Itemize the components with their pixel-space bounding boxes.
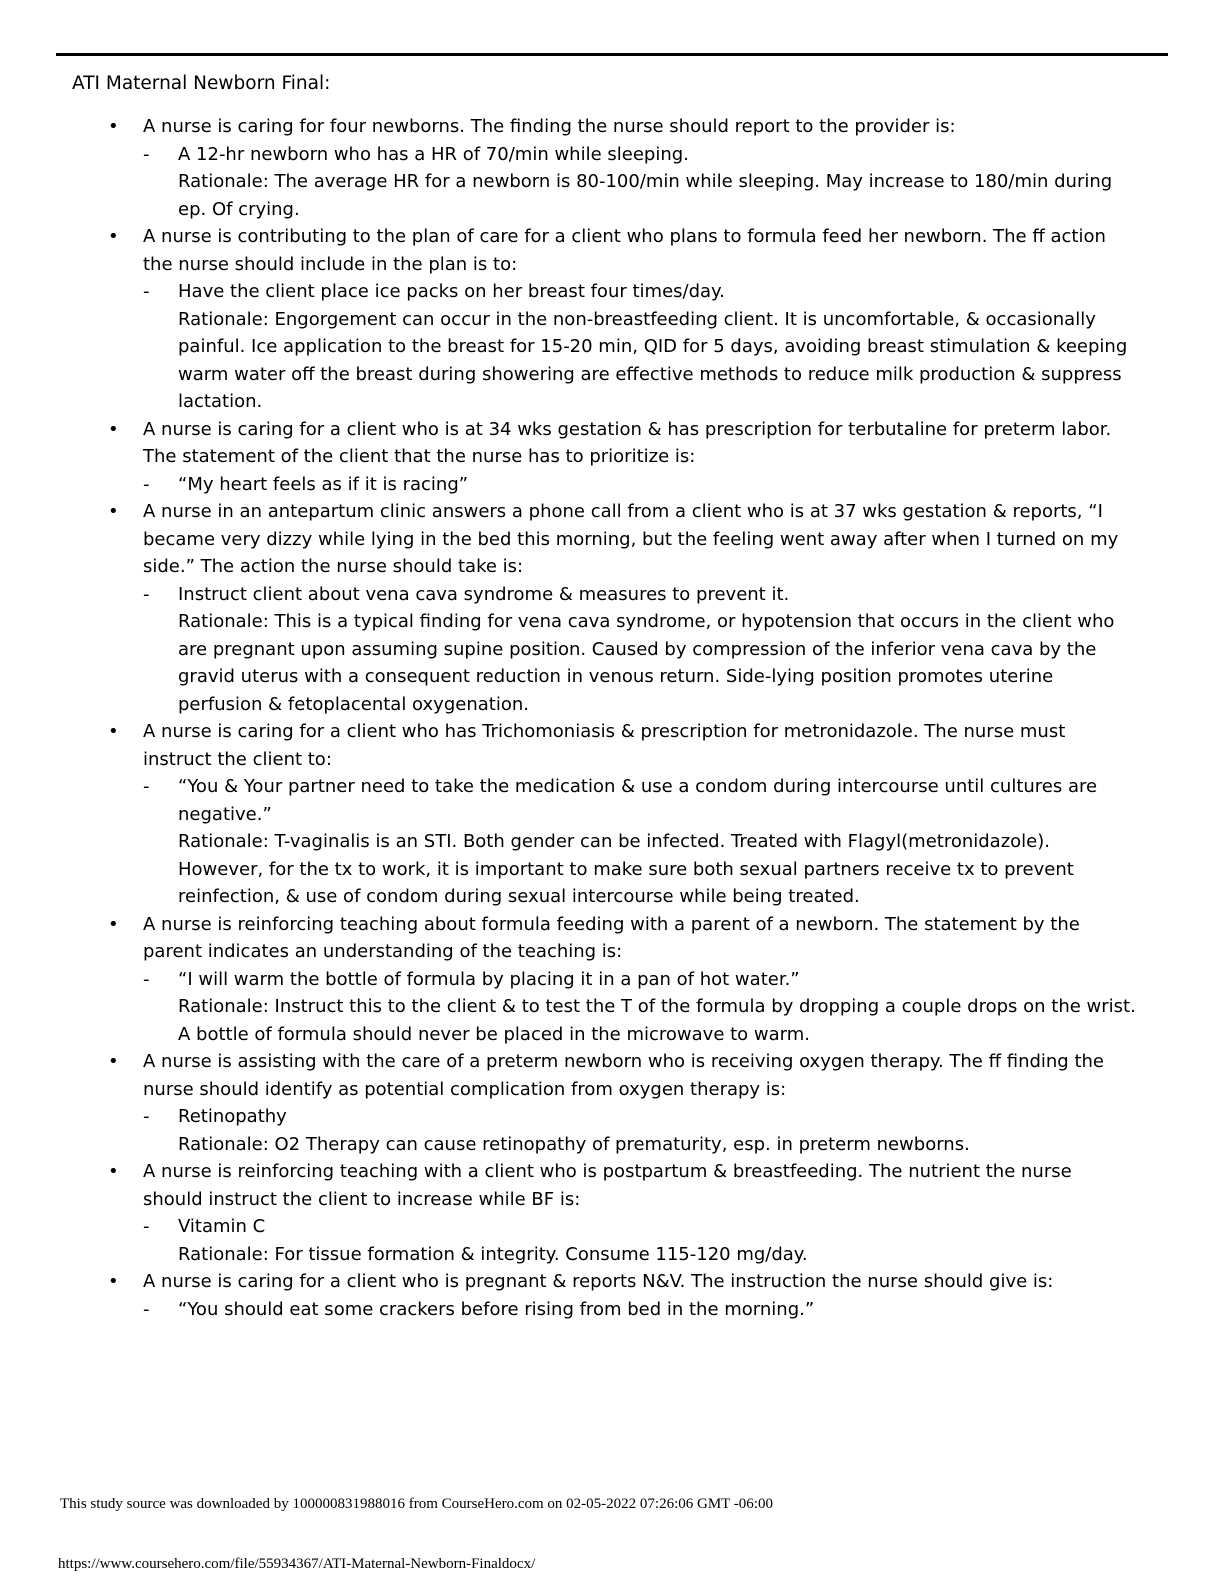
question-item bbox=[108, 498, 1136, 718]
rationale-text: Rationale: Engorgement can occur in the non-breastfeeding client. It is uncomfortable, & occasionally painful. Ice application to the breast for 15-20 min, QID for 5 days, avoiding breast stimulation & keeping warm water off the breast during showering are effective methods to reduce milk production & suppress lactation. bbox=[178, 308, 1128, 412]
answer-item bbox=[143, 1213, 1136, 1268]
dash-icon: - bbox=[143, 1216, 150, 1237]
dash-icon: - bbox=[143, 776, 150, 797]
answer-item bbox=[143, 1103, 1136, 1158]
answer-item bbox=[143, 471, 1136, 499]
answer-text: Retinopathy bbox=[178, 1106, 287, 1127]
answer-text: Instruct client about vena cava syndrome & measures to prevent it. bbox=[178, 583, 790, 605]
question-text: A nurse is reinforcing teaching about formula feeding with a parent of a newborn. The statement by the parent indicates an understanding of the teaching is: bbox=[143, 913, 1080, 962]
question-text: A nurse is caring for four newborns. The finding the nurse should report to the provider is: bbox=[143, 116, 956, 137]
answer-text: A 12-hr newborn who has a HR of 70/min while sleeping. bbox=[178, 143, 689, 165]
bullet-icon: • bbox=[108, 1271, 119, 1292]
answer-text: “You should eat some crackers before rising from bed in the morning.” bbox=[178, 1298, 815, 1320]
answer-item bbox=[143, 966, 1136, 1049]
question-text: A nurse in an antepartum clinic answers a phone call from a client who is at 37 wks gestation & reports, “I became very dizzy while lying in the bed this morning, but the feeling went away after when I turned on my side.” The action the nurse should take is: bbox=[143, 501, 1119, 577]
bullet-icon: • bbox=[108, 116, 119, 137]
question-text: A nurse is caring for a client who is pregnant & reports N&V. The instruction the nurse should give is: bbox=[143, 1271, 1054, 1292]
answer-item bbox=[143, 581, 1136, 719]
rationale-text: Rationale: The average HR for a newborn is 80-100/min while sleeping. May increase to 180/min during ep. Of crying. bbox=[178, 171, 1113, 220]
dash-icon: - bbox=[143, 583, 150, 605]
footer-download-note: This study source was downloaded by 100000831988016 from CourseHero.com on 02-05-2022 07:26:06 GMT -06:00 bbox=[60, 1496, 773, 1512]
answer-text: Have the client place ice packs on her breast four times/day. bbox=[178, 281, 725, 302]
bullet-icon: • bbox=[108, 913, 119, 935]
dash-icon: - bbox=[143, 143, 150, 165]
question-text: A nurse is caring for a client who is at 34 wks gestation & has prescription for terbutaline for preterm labor. The statement of the client that the nurse has to prioritize is: bbox=[143, 418, 1112, 467]
question-item bbox=[108, 718, 1136, 911]
bullet-icon: • bbox=[108, 226, 119, 247]
dash-icon: - bbox=[143, 281, 150, 302]
answer-text: “I will warm the bottle of formula by placing it in a pan of hot water.” bbox=[178, 968, 800, 990]
rationale-text: Rationale: O2 Therapy can cause retinopathy of prematurity, esp. in preterm newborns. bbox=[178, 1133, 970, 1155]
bullet-icon: • bbox=[108, 721, 119, 742]
question-list bbox=[108, 113, 1136, 1323]
rationale-text: Rationale: T-vaginalis is an STI. Both gender can be infected. Treated with Flagyl(metronidazole). However, for the tx to work, it is important to make sure both sexual partners receive tx to prevent reinfection, & use of condom during sexual intercourse while being treated. bbox=[178, 831, 1074, 907]
question-text: A nurse is reinforcing teaching with a client who is postpartum & breastfeeding. The nutrient the nurse should instruct the client to increase while BF is: bbox=[143, 1161, 1072, 1210]
rationale-text: Rationale: This is a typical finding for vena cava syndrome, or hypotension that occurs in the client who are pregnant upon assuming supine position. Caused by compression of the inferior vena cava by the gravid uterus with a consequent reduction in venous return. Side-lying position promotes uterine perfusion & fetoplacental oxygenation. bbox=[178, 611, 1115, 715]
answer-item bbox=[143, 1296, 1136, 1324]
answer-text: Vitamin C bbox=[178, 1216, 266, 1237]
dash-icon: - bbox=[143, 1106, 150, 1127]
question-item bbox=[108, 911, 1136, 1049]
rationale-text: Rationale: For tissue formation & integrity. Consume 115-120 mg/day. bbox=[178, 1243, 808, 1265]
question-item bbox=[108, 1048, 1136, 1158]
question-text: A nurse is contributing to the plan of care for a client who plans to formula feed her newborn. The ff action the nurse should include in the plan is to: bbox=[143, 226, 1106, 275]
dash-icon: - bbox=[143, 1298, 150, 1320]
bullet-icon: • bbox=[108, 501, 119, 522]
bullet-icon: • bbox=[108, 1161, 119, 1182]
rationale-text: Rationale: Instruct this to the client & to test the T of the formula by dropping a couple drops on the wrist. A bottle of formula should never be placed in the microwave to warm. bbox=[178, 996, 1136, 1045]
bullet-icon: • bbox=[108, 1051, 119, 1072]
question-item bbox=[108, 113, 1136, 223]
question-text: A nurse is caring for a client who has Trichomoniasis & prescription for metronidazole. The nurse must instruct the client to: bbox=[143, 721, 1066, 770]
question-item bbox=[108, 1268, 1136, 1323]
question-item bbox=[108, 1158, 1136, 1268]
question-item bbox=[108, 223, 1136, 416]
answer-item bbox=[143, 278, 1136, 416]
question-text: A nurse is assisting with the care of a preterm newborn who is receiving oxygen therapy. The ff finding the nurse should identify as potential complication from oxygen therapy is: bbox=[143, 1051, 1104, 1100]
answer-item bbox=[143, 141, 1136, 224]
answer-item bbox=[143, 773, 1136, 911]
footer-url: https://www.coursehero.com/file/55934367/ATI-Maternal-Newborn-Finaldocx/ bbox=[58, 1556, 536, 1572]
dash-icon: - bbox=[143, 473, 150, 495]
answer-text: “My heart feels as if it is racing” bbox=[178, 473, 469, 495]
top-divider bbox=[56, 53, 1168, 56]
bullet-icon: • bbox=[108, 418, 119, 440]
question-item bbox=[108, 416, 1136, 499]
page-title: ATI Maternal Newborn Final: bbox=[72, 73, 331, 94]
answer-text: “You & Your partner need to take the medication & use a condom during intercourse until cultures are negative.” bbox=[178, 776, 1098, 825]
dash-icon: - bbox=[143, 968, 150, 990]
